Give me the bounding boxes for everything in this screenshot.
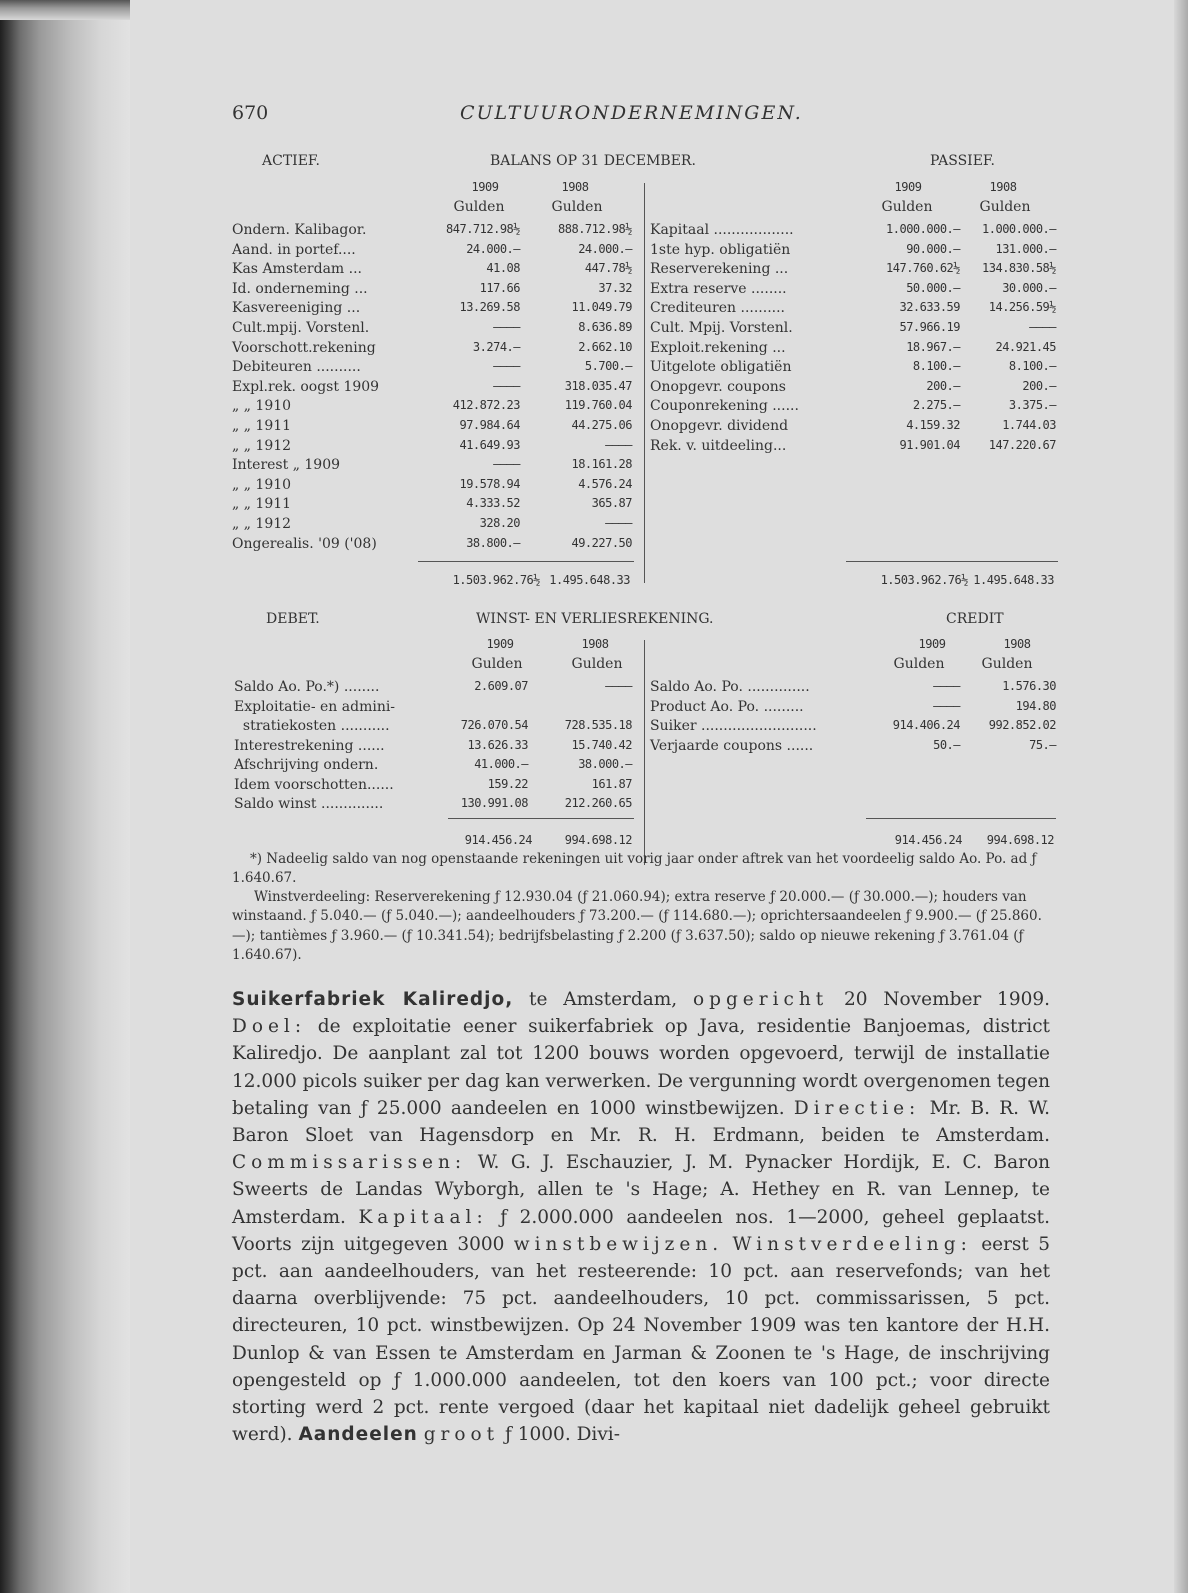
col-year-1908: 1908 bbox=[989, 180, 1017, 194]
row-label: Ongerealis. '09 ('08) bbox=[232, 535, 377, 552]
value-1909: 41.08 bbox=[486, 261, 520, 276]
row-label: Exploitatie- en admini- bbox=[234, 698, 396, 715]
col-unit: Gulden bbox=[571, 656, 623, 672]
value-1908: 3.375.— bbox=[1008, 398, 1056, 413]
value-1909: 200.— bbox=[926, 378, 960, 393]
value-1909: 147.760.62½ bbox=[886, 261, 960, 276]
row-label: Ondern. Kalibagor. bbox=[232, 222, 367, 238]
value-1908: 134.830.58½ bbox=[982, 261, 1056, 276]
row-label: „ „ 1910 bbox=[232, 398, 292, 415]
col-unit: Gulden bbox=[881, 199, 933, 215]
value-1908: ———— bbox=[605, 437, 632, 452]
value-1908: 318.035.47 bbox=[564, 378, 632, 393]
row-label: Voorschott.rekening bbox=[232, 339, 376, 356]
value-1908: ———— bbox=[605, 679, 632, 693]
value-1908: 24.921.45 bbox=[995, 339, 1056, 354]
col-year-1909: 1909 bbox=[486, 637, 514, 651]
company-description: Suikerfabriek Kaliredjo, te Amsterdam, opgericht 20 November 1909. Doel: de exploitatie eener suikerfabriek op Java, residentie Banjoemas, district Kaliredjo. De aanplant zal tot 1200 bouws worden opgevoerd, terwijl de installatie 12.000 picols suiker per dag kan verwerken. De vergunning wordt overgenomen tegen betaling van ƒ 25.000 aandeelen en 1000 winstbewijzen. Directie: Mr. B. R. W. Baron Sloet van Hagensdorp en Mr. R. H. Erdmann, beiden te Amsterdam. Commissarissen: W. G. J. Eschauzier, J. M. Pynacker Hordijk, E. C. Baron Sweerts de Landas Wyborgh, allen te 's Hage; A. Hethey en R. van Lennep, te Amsterdam. Kapitaal: ƒ 2.000.000 aandeelen nos. 1—2000, geheel geplaatst. Voorts zijn uitgegeven 3000 winstbewijzen. Winstverdeeling: eerst 5 pct. aan aandeelhouders, van het resteerende: 10 pct. aan reservefonds; van het daarna overblijvende: 75 pct. aandeelhouders, 10 pct. commissarissen, 5 pct. directeuren, 10 pct. winstbewijzen. Op 24 November 1909 was ten kantore der H.H. Dunlop & van Essen te Amsterdam en Jarman & Zoonen te 's Hage, de inschrijving opengesteld op ƒ 1.000.000 aandeelen, tot den koers van 100 pct.; voor directe storting werd 2 pct. rente vergoed (daar het kapitaal niet dadelijk geheel gebruikt werd). Aandeelen groot ƒ 1000. Divi- bbox=[232, 989, 1051, 1446]
right-edge bbox=[1174, 0, 1188, 1593]
value-1908: 37.32 bbox=[598, 280, 632, 295]
value-1908: 992.852.02 bbox=[988, 718, 1056, 732]
row-label: stratiekosten ........... bbox=[234, 718, 390, 734]
value-1909: 57.966.19 bbox=[899, 320, 960, 334]
col-unit: Gulden bbox=[453, 199, 505, 215]
winst-title: WINST- EN VERLIESREKENING. bbox=[476, 611, 714, 627]
row-label: Afschrijving ondern. bbox=[234, 757, 379, 773]
value-1908: 18.161.28 bbox=[571, 457, 632, 472]
value-1909: 2.275.— bbox=[912, 398, 960, 413]
total-rule bbox=[448, 818, 634, 819]
value-1909: 159.22 bbox=[487, 776, 528, 791]
value-1909: 726.070.54 bbox=[460, 718, 528, 732]
value-1908: 30.000.— bbox=[1002, 280, 1056, 295]
value-1908: ———— bbox=[605, 516, 632, 530]
value-1909: 91.901.04 bbox=[899, 437, 960, 452]
footnote: *) Nadeelig saldo van nog openstaande rekeningen uit vorig jaar onder aftrek van het voordeelig saldo Ao. Po. ad ƒ 1.640.67. bbox=[232, 851, 1037, 887]
value-1908: 8.636.89 bbox=[578, 320, 632, 334]
value-1909: 24.000.— bbox=[466, 241, 520, 256]
col-year-1909: 1909 bbox=[471, 180, 499, 194]
row-label: Debiteuren .......... bbox=[232, 359, 361, 376]
value-1908: 8.100.— bbox=[1008, 359, 1056, 374]
row-label: Aand. in portef.... bbox=[232, 241, 356, 258]
total-1909: 914.456.24 bbox=[894, 833, 962, 847]
row-label: Reserverekening ... bbox=[650, 261, 789, 278]
value-1909: 19.578.94 bbox=[459, 476, 520, 491]
col-year-1908: 1908 bbox=[561, 180, 589, 194]
value-1909: 38.800.— bbox=[466, 535, 520, 550]
row-label: „ „ 1911 bbox=[232, 496, 292, 513]
row-label: Idem voorschotten...... bbox=[234, 776, 394, 793]
value-1908: 44.275.06 bbox=[571, 418, 632, 432]
value-1908: 200.— bbox=[1022, 378, 1056, 393]
value-1908: 365.87 bbox=[591, 496, 632, 511]
col-unit: Gulden bbox=[893, 656, 945, 672]
value-1908: 38.000.— bbox=[578, 757, 632, 771]
row-label: Exploit.rekening ... bbox=[650, 339, 786, 356]
col-unit: Gulden bbox=[981, 656, 1033, 672]
row-label: Extra reserve ........ bbox=[650, 280, 787, 297]
row-label: Cult. Mpij. Vorstenl. bbox=[650, 320, 793, 336]
value-1909: 412.872.23 bbox=[452, 398, 520, 413]
col-year-1909: 1909 bbox=[894, 180, 922, 194]
row-label: Verjaarde coupons ...... bbox=[650, 737, 814, 754]
value-1909: 1.000.000.— bbox=[886, 222, 960, 236]
row-label: Product Ao. Po. ......... bbox=[650, 698, 804, 715]
page-number: 670 bbox=[232, 102, 269, 124]
col-year-1908: 1908 bbox=[581, 637, 609, 651]
row-label: „ „ 1910 bbox=[232, 476, 292, 493]
total-rule bbox=[846, 561, 1058, 562]
col-year-1908: 1908 bbox=[1003, 637, 1031, 651]
value-1908: 1.576.30 bbox=[1002, 679, 1056, 693]
value-1909: 90.000.— bbox=[906, 241, 960, 256]
value-1908: 728.535.18 bbox=[564, 718, 632, 732]
col-unit: Gulden bbox=[471, 656, 523, 672]
value-1909: ———— bbox=[493, 359, 520, 374]
actief-label: ACTIEF. bbox=[262, 153, 320, 169]
value-1909: ———— bbox=[493, 378, 520, 393]
credit-label: CREDIT bbox=[946, 611, 1004, 627]
row-label: „ „ 1912 bbox=[232, 516, 292, 532]
value-1908: 447.78½ bbox=[584, 261, 632, 276]
value-1909: 8.100.— bbox=[912, 359, 960, 374]
value-1908: 1.000.000.— bbox=[982, 222, 1056, 236]
value-1908: 24.000.— bbox=[578, 241, 632, 256]
value-1908: 131.000.— bbox=[995, 241, 1056, 256]
value-1909: ———— bbox=[493, 457, 520, 472]
balance-title: BALANS OP 31 DECEMBER. bbox=[490, 153, 696, 169]
total-1908: 994.698.12 bbox=[986, 833, 1054, 847]
value-1909: 32.633.59 bbox=[899, 300, 960, 315]
row-label: Couponrekening ...... bbox=[650, 398, 799, 415]
value-1909: 4.159.32 bbox=[906, 418, 960, 432]
value-1908: ———— bbox=[1029, 320, 1056, 334]
total-1909: 1.503.962.76½ bbox=[452, 573, 540, 587]
value-1908: 119.760.04 bbox=[564, 398, 632, 413]
row-label: Cult.mpij. Vorstenl. bbox=[232, 320, 370, 336]
company-name: Suikerfabriek Kaliredjo, bbox=[232, 989, 514, 1010]
total-1909: 1.503.962.76½ bbox=[880, 573, 968, 587]
value-1908: 11.049.79 bbox=[571, 300, 632, 315]
value-1909: 50.000.— bbox=[906, 280, 960, 295]
row-label: 1ste hyp. obligatiën bbox=[650, 241, 791, 258]
value-1909: 97.984.64 bbox=[459, 418, 520, 432]
row-label: Saldo winst .............. bbox=[234, 796, 384, 812]
row-label: Saldo Ao. Po. .............. bbox=[650, 679, 810, 695]
value-1909: 41.649.93 bbox=[459, 437, 520, 452]
column-divider bbox=[644, 640, 645, 865]
total-1909: 914.456.24 bbox=[464, 833, 532, 847]
row-label: Expl.rek. oogst 1909 bbox=[232, 378, 380, 395]
total-1908: 1.495.648.33 bbox=[973, 573, 1054, 587]
value-1908: 49.227.50 bbox=[571, 535, 632, 550]
value-1909: 328.20 bbox=[479, 516, 520, 530]
total-1908: 1.495.648.33 bbox=[549, 573, 630, 587]
value-1909: 4.333.52 bbox=[466, 496, 520, 511]
row-label: Kapitaal .................. bbox=[650, 222, 794, 238]
row-label: Id. onderneming ... bbox=[232, 280, 368, 297]
row-label: Saldo Ao. Po.*) ........ bbox=[234, 679, 380, 695]
row-label: Onopgevr. dividend bbox=[650, 418, 789, 434]
row-label: Uitgelote obligatiën bbox=[650, 359, 792, 376]
value-1908: 194.80 bbox=[1015, 698, 1056, 713]
value-1908: 161.87 bbox=[591, 776, 632, 791]
passief-label: PASSIEF. bbox=[930, 153, 995, 169]
row-label: „ „ 1911 bbox=[232, 418, 292, 434]
value-1909: ———— bbox=[933, 679, 960, 693]
total-rule bbox=[866, 818, 1056, 819]
row-label: Suiker .......................... bbox=[650, 718, 817, 734]
value-1909: 2.609.07 bbox=[474, 679, 528, 693]
col-unit: Gulden bbox=[551, 199, 603, 215]
profit-distribution-note: Winstverdeeling: Reserverekening ƒ 12.930.04 (ƒ 21.060.94); extra reserve ƒ 20.000.— (ƒ 30.000.—); houders van winstaand. ƒ 5.040.— (ƒ 5.040.—); aandeelhouders ƒ 73.200.— (ƒ 114.680.—); oprichtersaandeelen ƒ 9.900.— (ƒ 25.860.—); tantièmes ƒ 3.960.— (ƒ 10.341.54); bedrijfsbelasting ƒ 2.200 (ƒ 3.637.50); saldo op nieuwe rekening ƒ 3.761.04 (ƒ 1.640.67). bbox=[232, 889, 1042, 963]
row-label: Interestrekening ...... bbox=[234, 737, 385, 754]
value-1909: 130.991.08 bbox=[460, 796, 528, 810]
value-1908: 5.700.— bbox=[584, 359, 632, 374]
column-divider bbox=[644, 183, 645, 583]
col-year-1909: 1909 bbox=[918, 637, 946, 651]
row-label: Crediteuren .......... bbox=[650, 300, 786, 317]
value-1908: 15.740.42 bbox=[571, 737, 632, 752]
value-1909: 13.626.33 bbox=[467, 737, 528, 752]
value-1909: 3.274.— bbox=[472, 339, 520, 354]
value-1908: 212.260.65 bbox=[564, 796, 632, 810]
value-1909: 18.967.— bbox=[906, 339, 960, 354]
value-1909: 117.66 bbox=[479, 280, 520, 295]
book-gutter bbox=[0, 0, 130, 1593]
running-title: CULTUURONDERNEMINGEN. bbox=[460, 102, 803, 124]
value-1908: 14.256.59½ bbox=[988, 300, 1056, 315]
value-1909: 847.712.98½ bbox=[446, 222, 520, 236]
value-1908: 888.712.98½ bbox=[558, 222, 632, 236]
row-label: Rek. v. uitdeeling... bbox=[650, 437, 787, 454]
col-unit: Gulden bbox=[979, 199, 1031, 215]
value-1909: ———— bbox=[933, 698, 960, 713]
row-label: Onopgevr. coupons bbox=[650, 378, 786, 395]
value-1908: 75.— bbox=[1029, 737, 1056, 752]
value-1908: 147.220.67 bbox=[988, 437, 1056, 452]
value-1909: ———— bbox=[493, 320, 520, 334]
total-1908: 994.698.12 bbox=[564, 833, 632, 847]
value-1908: 2.662.10 bbox=[578, 339, 632, 354]
value-1909: 914.406.24 bbox=[892, 718, 960, 732]
row-label: Kasvereeniging ... bbox=[232, 300, 361, 317]
row-label: Interest „ 1909 bbox=[232, 457, 341, 474]
row-label: „ „ 1912 bbox=[232, 437, 292, 454]
value-1908: 1.744.03 bbox=[1002, 418, 1056, 432]
row-label: Kas Amsterdam ... bbox=[232, 261, 362, 278]
total-rule bbox=[418, 561, 634, 562]
value-1909: 41.000.— bbox=[474, 757, 528, 771]
value-1909: 13.269.58 bbox=[459, 300, 520, 315]
value-1909: 50.— bbox=[933, 737, 960, 752]
value-1908: 4.576.24 bbox=[578, 476, 632, 491]
debet-label: DEBET. bbox=[266, 611, 320, 627]
